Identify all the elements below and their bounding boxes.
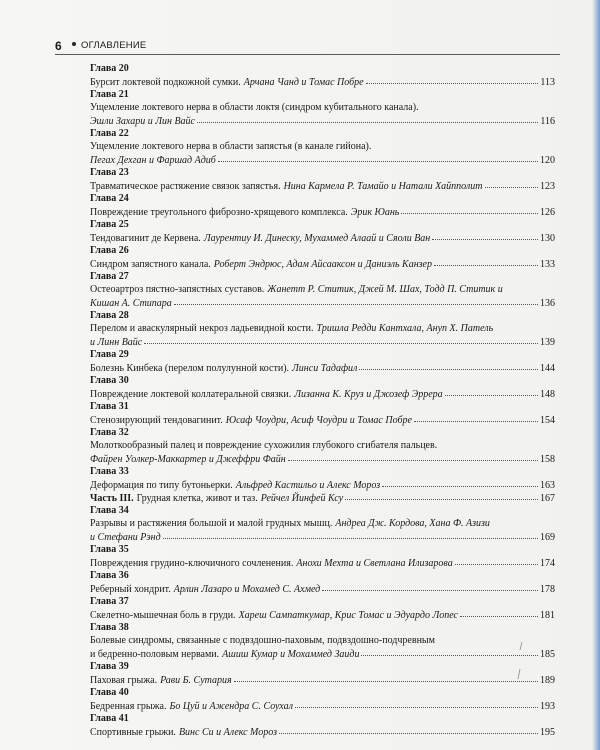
chapter-authors: Эрик Юань: [350, 207, 400, 218]
chapter-authors: и Линн Вайс: [90, 337, 143, 348]
dot-leader: [279, 725, 538, 735]
chapter-authors: Арлин Лазаро и Мохамед С. Ахмед: [173, 584, 321, 595]
page-ref: 181: [540, 610, 555, 621]
toc-line: [90, 140, 555, 153]
toc-line: [90, 439, 555, 452]
dot-leader: [218, 153, 538, 163]
chapter-authors: Пегах Дехган и Фаршад Адиб: [90, 155, 216, 166]
page-ref: 178: [540, 584, 555, 595]
dot-leader: [434, 257, 538, 267]
part-label: Часть III.: [90, 493, 134, 504]
chapter-title: Повреждение треугольного фиброзно-хрящевого комплекса.: [90, 207, 348, 218]
chapter-title: Грудная клетка, живот и таз.: [136, 493, 258, 504]
page-ref: 158: [540, 454, 555, 465]
chapter-authors: Нина Кармела Р. Тамайо и Натали Хайпполит: [283, 181, 483, 192]
toc-line: [90, 725, 555, 738]
header-rule: [55, 54, 560, 55]
chapter-title: Болевые синдромы, связанные с подвздошно-паховым, подвздошно-подчревным: [90, 635, 435, 646]
page-ref: 167: [540, 493, 555, 504]
toc-entry: [90, 660, 555, 686]
toc-entry: [90, 569, 555, 595]
chapter-authors: Ашиш Кумар и Мохаммед Заиди: [222, 649, 360, 660]
page-ref: 154: [540, 415, 555, 426]
chapter-title: Повреждения грудино-ключичного сочленения.: [90, 558, 294, 569]
chapter-title: Ущемление локтевого нерва в области запястья (в канале гийона).: [90, 141, 372, 152]
toc-line: [90, 335, 555, 348]
toc-entry: [90, 62, 555, 88]
toc-line: [90, 478, 555, 491]
chapter-title: Перелом и аваскулярный некроз ладьевидной кости.: [90, 323, 314, 334]
chapter-authors: Линси Тадафил: [292, 363, 358, 374]
toc-line: [90, 101, 555, 114]
chapter-label: Глава 34: [90, 505, 129, 516]
chapter-title: Стенозирующий тендовагинит.: [90, 415, 223, 426]
toc-line: [90, 608, 555, 621]
chapter-label: Глава 27: [90, 271, 129, 282]
chapter-title: Синдром запястного канала.: [90, 259, 211, 270]
page-ref: 189: [540, 675, 555, 686]
chapter-label: Глава 40: [90, 687, 129, 698]
toc-entry: [90, 127, 555, 166]
dot-leader: [322, 582, 538, 592]
dot-leader: [432, 231, 538, 241]
page-ref: 174: [540, 558, 555, 569]
chapter-label: Глава 22: [90, 128, 129, 139]
toc-line: [90, 296, 555, 309]
dot-leader: [174, 296, 538, 306]
dot-leader: [455, 556, 538, 566]
page-ref: 195: [540, 727, 555, 738]
chapter-label: Глава 21: [90, 89, 129, 100]
chapter-authors: Эшли Захари и Лин Вайс: [90, 116, 195, 127]
dot-leader: [445, 387, 538, 397]
running-title: ОГЛАВЛЕНИЕ: [81, 40, 147, 51]
running-header: [55, 39, 560, 55]
chapter-title: Бурсит локтевой подкожной сумки.: [90, 77, 241, 88]
toc-line: [90, 647, 555, 660]
toc-line: [90, 413, 555, 426]
chapter-authors: Тришла Редди Кантхала, Ануп Х. Патель: [316, 323, 494, 334]
chapter-label: Глава 33: [90, 466, 129, 477]
dot-leader: [359, 361, 538, 371]
dot-leader: [345, 491, 538, 501]
toc-line: [90, 699, 555, 712]
page-ref: 120: [540, 155, 555, 166]
toc-line: [90, 582, 555, 595]
chapter-authors: Рейчел Йинфей Ксу: [260, 493, 344, 504]
toc-line: [90, 361, 555, 374]
chapter-authors: Кишан А. Стипара: [90, 298, 172, 309]
chapter-label: Глава 32: [90, 427, 129, 438]
chapter-authors: Бо Цуй и Ажендра С. Соухал: [169, 701, 293, 712]
page-ref: 163: [540, 480, 555, 491]
toc-entry: [90, 348, 555, 374]
toc-line: [90, 75, 555, 88]
page-ref: 185: [540, 649, 555, 660]
chapter-title: Разрывы и растяжения большой и малой грудных мышц.: [90, 518, 333, 529]
toc-line: [90, 257, 555, 270]
toc-entry: [90, 621, 555, 660]
chapter-authors: Арчана Чанд и Томас Побре: [243, 77, 364, 88]
pencil-mark: [515, 641, 525, 681]
dot-leader: [382, 478, 538, 488]
chapter-authors: Роберт Эндрюс, Адам Айсааксон и Даниэль Канзер: [213, 259, 432, 270]
chapter-label: Глава 41: [90, 713, 129, 724]
chapter-title: Спортивные грыжи.: [90, 727, 176, 738]
chapter-authors: Юсаф Чоудри, Асиф Чоудри и Томас Побре: [225, 415, 412, 426]
toc-line: [90, 634, 555, 647]
page-ref: 116: [540, 116, 555, 127]
bullet-icon: [72, 42, 76, 46]
page-ref: 193: [540, 701, 555, 712]
chapter-title: Скелетно-мышечная боль в груди.: [90, 610, 236, 621]
toc-entry: [90, 192, 555, 218]
page-ref: 169: [540, 532, 555, 543]
toc-entry: [90, 374, 555, 400]
chapter-authors: и Стефани Рэнд: [90, 532, 161, 543]
toc-entry: [90, 595, 555, 621]
toc-line: [90, 114, 555, 127]
chapter-label: Глава 30: [90, 375, 129, 386]
toc-entry: [90, 504, 555, 543]
chapter-label: Глава 20: [90, 63, 129, 74]
chapter-title: Ущемление локтевого нерва в области локтя (синдром кубитального канала).: [90, 102, 419, 113]
dot-leader: [414, 413, 538, 423]
dot-leader: [234, 673, 538, 683]
toc-entry: [90, 244, 555, 270]
toc-line: [90, 517, 555, 530]
chapter-label: Глава 25: [90, 219, 129, 230]
chapter-title: Болезнь Кинбека (перелом полулунной кости).: [90, 363, 290, 374]
chapter-authors: Андреа Дж. Кордова, Хана Ф. Азизи: [335, 518, 490, 529]
chapter-label: Глава 23: [90, 167, 129, 178]
toc-line: [90, 231, 555, 244]
page-number: 6: [55, 39, 62, 53]
toc-entry: [90, 309, 555, 348]
page-ref: 136: [540, 298, 555, 309]
toc-line: [90, 283, 555, 296]
chapter-authors: Лаурентиу И. Динеску, Мухаммед Алаай и Сяоли Ван: [203, 233, 431, 244]
toc-part: [90, 491, 555, 504]
chapter-title: Повреждение локтевой коллатеральной связки.: [90, 389, 292, 400]
toc-entry: [90, 270, 555, 309]
toc-entry: [90, 543, 555, 569]
dot-leader: [361, 647, 538, 657]
toc-entry: [90, 218, 555, 244]
toc-line: [90, 556, 555, 569]
dot-leader: [485, 179, 538, 189]
toc-entry: [90, 166, 555, 192]
chapter-authors: Лизанна К. Круз и Джозеф Эррера: [294, 389, 443, 400]
chapter-authors: Анохи Мехта и Светлана Илизарова: [296, 558, 453, 569]
dot-leader: [366, 75, 539, 85]
chapter-title: Травматическое растяжение связок запястья.: [90, 181, 281, 192]
page-edge-shadow: [592, 0, 600, 750]
toc-entry: [90, 686, 555, 712]
toc-line: [90, 530, 555, 543]
toc-line: [90, 205, 555, 218]
chapter-label: Глава 37: [90, 596, 129, 607]
toc-entry: [90, 465, 555, 491]
chapter-title: Тендовагинит де Кервена.: [90, 233, 201, 244]
chapter-title: Бедренная грыжа.: [90, 701, 167, 712]
chapter-label: Глава 31: [90, 401, 129, 412]
dot-leader: [197, 114, 538, 124]
chapter-label: Глава 35: [90, 544, 129, 555]
toc-entry: [90, 400, 555, 426]
chapter-label: Глава 36: [90, 570, 129, 581]
toc-entry: [90, 712, 555, 738]
dot-leader: [460, 608, 538, 618]
chapter-title: Деформация по типу бутоньерки.: [90, 480, 233, 491]
page-ref: 130: [540, 233, 555, 244]
chapter-title: и бедренно-половым нервами.: [90, 649, 220, 660]
page-ref: 133: [540, 259, 555, 270]
chapter-label: Глава 29: [90, 349, 129, 360]
toc-line: [90, 452, 555, 465]
toc-line: [90, 322, 555, 335]
chapter-title: Паховая грыжа.: [90, 675, 158, 686]
toc-line: [90, 491, 555, 504]
page-ref: 144: [540, 363, 555, 374]
chapter-label: Глава 38: [90, 622, 129, 633]
page-ref: 113: [540, 77, 555, 88]
page-ref: 123: [540, 181, 555, 192]
chapter-label: Глава 26: [90, 245, 129, 256]
toc-line: [90, 179, 555, 192]
chapter-title: Молоткообразный палец и повреждение сухожилия глубокого сгибателя пальцев.: [90, 440, 438, 451]
chapter-authors: Винс Си и Алекс Мороз: [178, 727, 277, 738]
chapter-label: Глава 24: [90, 193, 129, 204]
chapter-authors: Жанетт Р. Ститик, Джей М. Шах, Тодд П. Ститик и: [267, 284, 503, 295]
toc-entry: [90, 88, 555, 127]
chapter-title: Реберный хондрит.: [90, 584, 171, 595]
chapter-authors: Файрен Уолкер-Маккартер и Джеффри Файн: [90, 454, 286, 465]
chapter-authors: Рави Б. Сутария: [160, 675, 232, 686]
toc-line: [90, 153, 555, 166]
chapter-label: Глава 28: [90, 310, 129, 321]
chapter-authors: Альфред Кастильо и Алекс Мороз: [235, 480, 381, 491]
dot-leader: [144, 335, 538, 345]
dot-leader: [295, 699, 538, 709]
chapter-title: Остеоартроз пястно-запястных суставов.: [90, 284, 265, 295]
page-ref: 126: [540, 207, 555, 218]
table-of-contents: [90, 62, 555, 738]
chapter-authors: Хареш Сампаткумар, Крис Томас и Эдуардо Лопес: [238, 610, 458, 621]
chapter-label: Глава 39: [90, 661, 129, 672]
toc-entry: [90, 426, 555, 465]
toc-line: [90, 387, 555, 400]
page-ref: 139: [540, 337, 555, 348]
page-ref: 148: [540, 389, 555, 400]
dot-leader: [401, 205, 538, 215]
toc-line: [90, 673, 555, 686]
dot-leader: [163, 530, 538, 540]
dot-leader: [288, 452, 538, 462]
